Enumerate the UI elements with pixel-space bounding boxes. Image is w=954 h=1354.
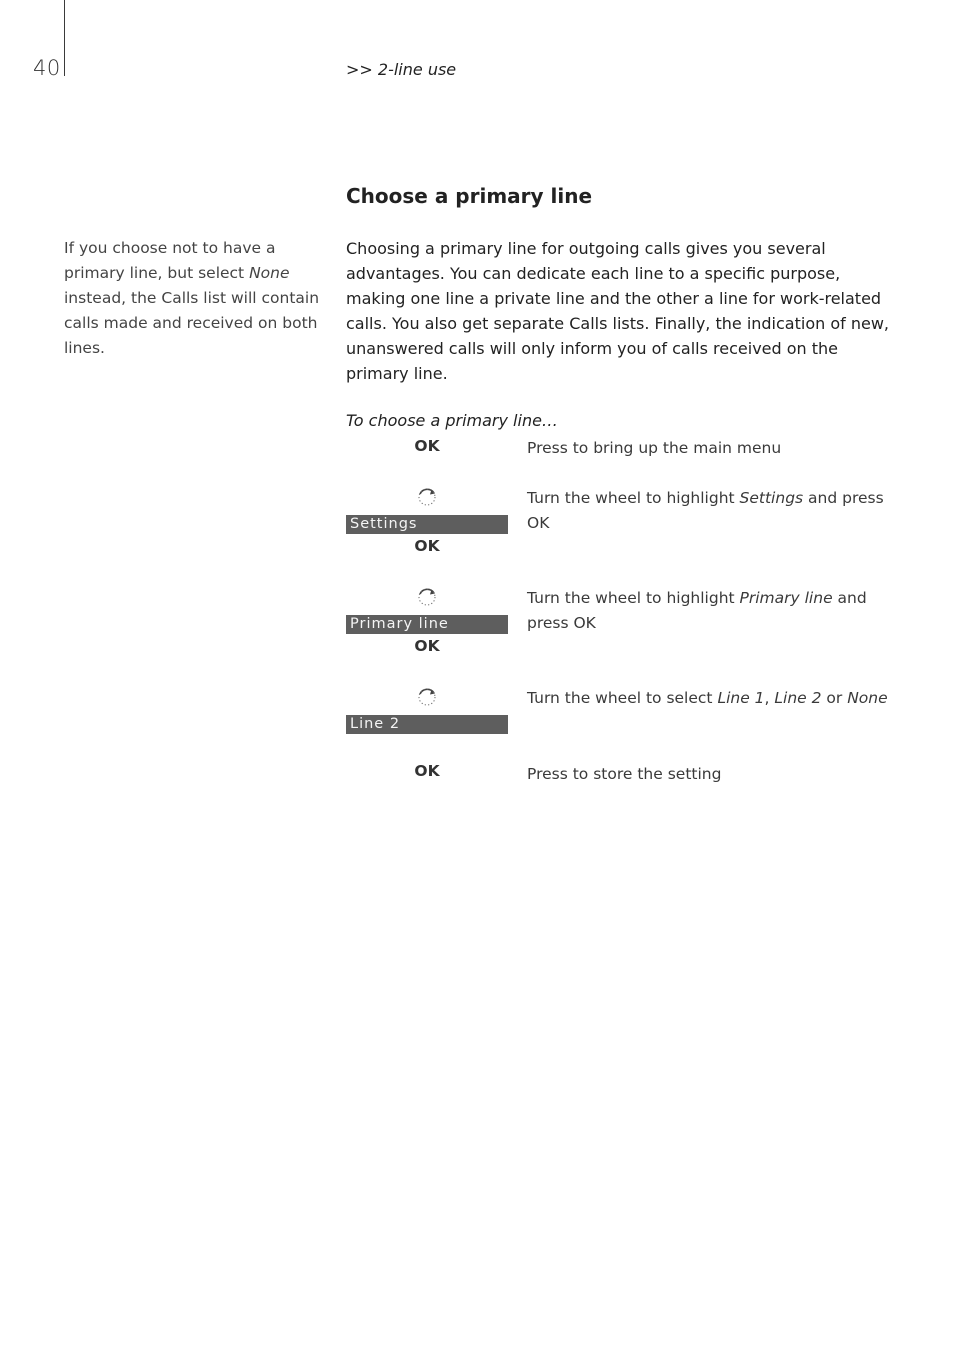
step-4-emphasis-1: Line 1 bbox=[717, 689, 765, 707]
step-4-emphasis-2: Line 2 bbox=[774, 689, 822, 707]
step-2-text-2: and press OK bbox=[527, 489, 884, 532]
step-5-description: Press to store the setting bbox=[527, 765, 722, 783]
step-4-separator: , bbox=[764, 689, 775, 707]
step-2-text-1: Turn the wheel to highlight bbox=[527, 489, 740, 507]
display-settings: Settings bbox=[346, 515, 508, 534]
wheel-icon bbox=[416, 686, 438, 708]
section-title: Choose a primary line bbox=[346, 184, 593, 208]
ok-key-label: OK bbox=[414, 437, 440, 455]
running-head bbox=[346, 60, 456, 79]
step-4-description bbox=[527, 686, 897, 711]
margin-rule bbox=[64, 0, 65, 76]
ok-key-label: OK bbox=[414, 537, 440, 555]
side-note-emphasis: None bbox=[249, 264, 290, 282]
side-note-text-1: If you choose not to have a primary line, but select bbox=[64, 239, 276, 282]
step-3-text-2: and press OK bbox=[527, 589, 867, 632]
step-3-text-1: Turn the wheel to highlight bbox=[527, 589, 740, 607]
side-note bbox=[64, 236, 332, 361]
ok-key-label: OK bbox=[414, 762, 440, 780]
display-primary-line: Primary line bbox=[346, 615, 508, 634]
side-note-text-2: instead, the Calls list will contain calls made and received on both lines. bbox=[64, 289, 320, 357]
step-4-emphasis-3: None bbox=[847, 689, 888, 707]
wheel-icon bbox=[416, 586, 438, 608]
step-2-emphasis: Settings bbox=[739, 489, 804, 507]
ok-key-label: OK bbox=[414, 637, 440, 655]
page-number: 40 bbox=[33, 56, 61, 80]
running-head-prefix: >> bbox=[346, 60, 373, 79]
running-head-title: 2-line use bbox=[377, 60, 457, 79]
display-line-2: Line 2 bbox=[346, 715, 508, 734]
step-3-emphasis: Primary line bbox=[739, 589, 833, 607]
step-4-or: or bbox=[821, 689, 848, 707]
step-2-description bbox=[527, 486, 897, 536]
procedure-intro: To choose a primary line… bbox=[346, 411, 558, 430]
step-3-description bbox=[527, 586, 897, 636]
step-4-text-1: Turn the wheel to select bbox=[527, 689, 718, 707]
wheel-icon bbox=[416, 486, 438, 508]
step-1-description: Press to bring up the main menu bbox=[527, 439, 782, 457]
body-paragraph: Choosing a primary line for outgoing calls gives you several advantages. You can dedicate each line to a specific purpose, making one line a private line and the other a line for work-related calls. You also get separate Calls lists. Finally, the indication of new, unanswered calls will only inform you of calls received on the primary line. bbox=[346, 239, 889, 383]
